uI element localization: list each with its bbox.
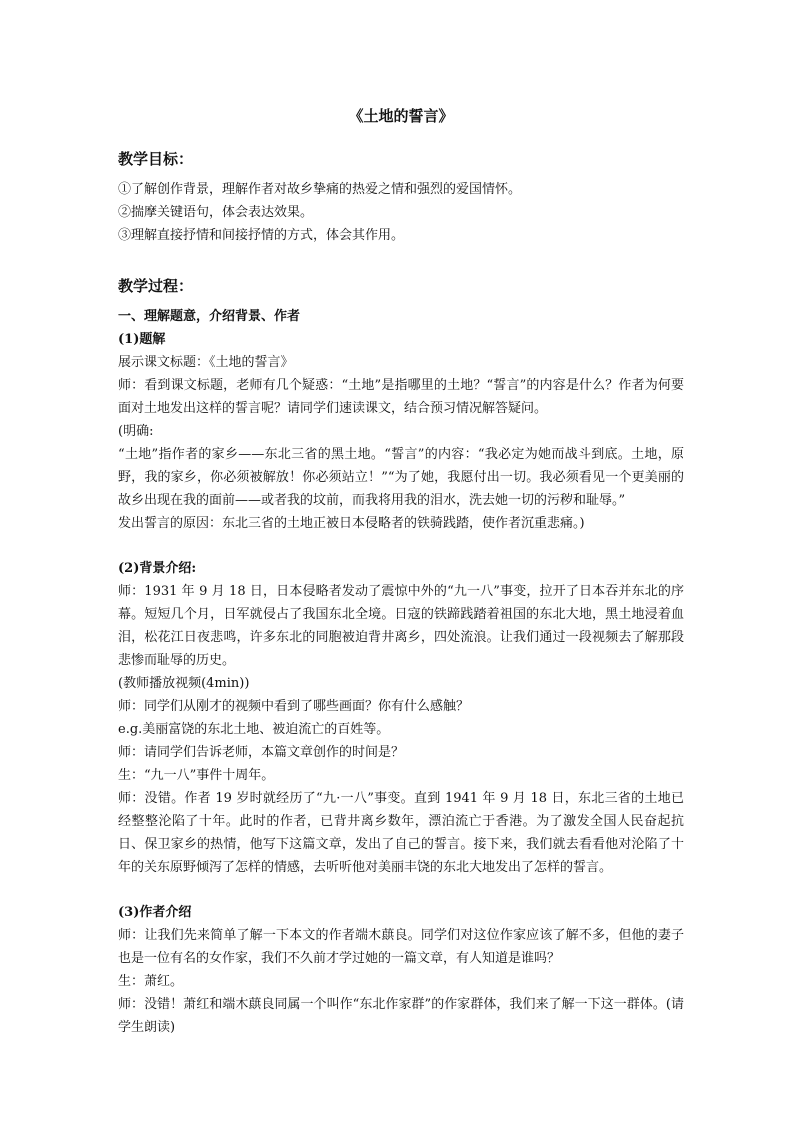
sub2-line: 师：同学们从刚才的视频中看到了哪些画面？你有什么感触？ <box>118 699 470 714</box>
sub2-line: 师：没错。作者 19 岁时就经历了“九·一八”事变。直到 1941 年 9 月 18 日，东北三省的土地已经整整沦陷了十年。此时的作者，已背井离乡数年，漂泊流亡于香港。为了激发全国人民奋起抗日、保卫家乡的热情，他写下这篇文章，发出了自己的誓言。接下来，我们就去看看他对沦陷了十年的关东原野倾泻了怎样的情感，去听听他对美丽丰饶的东北大地发出了怎样的誓言。 <box>118 791 684 875</box>
sub3-line: 师：让我们先来简单了解一下本文的作者端木蕻良。同学们对这位作家应该了解不多，但他的妻子也是一位有名的女作家，我们不久前才学过她的一篇文章，有人知道是谁吗？ <box>118 928 684 966</box>
objective-item: ③理解直接抒情和间接抒情的方式，体会其作用。 <box>118 228 405 243</box>
sub1-line: “土地”指作者的家乡——东北三省的黑土地。“誓言”的内容：“我必定为她而战斗到底。土地，原野，我的家乡，你必须被解放！你必须站立！”“为了她，我愿付出一切。我必须看见一个更美丽的故乡出现在我的面前——或者我的坟前，而我将用我的泪水，洗去她一切的污秽和耻辱。” <box>118 447 684 508</box>
sub1-line: (明确: <box>118 424 154 439</box>
sub1-line: 展示课文标题：《土地的誓言》 <box>118 355 294 370</box>
sub3-line: 师：没错！萧红和端木蕻良同属一个叫作“东北作家群”的作家群体，我们来了解一下这一群体。(请学生朗读) <box>118 997 684 1035</box>
sub1-line: 发出誓言的原因：东北三省的土地正被日本侵略者的铁骑践踏，使作者沉重悲痛。) <box>118 516 585 531</box>
sub3-line: 生：萧红。 <box>118 974 184 989</box>
page-title: 《土地的誓言》 <box>348 107 454 125</box>
sub2-line: 生：“九一八”事件十周年。 <box>118 768 275 783</box>
sub1-line: 师：看到课文标题，老师有几个疑惑：“土地”是指哪里的土地？“誓言”的内容是什么？作者为何要面对土地发出这样的誓言呢？请同学们速读课文，结合预习情况解答疑问。 <box>118 378 684 416</box>
sub2-line: (教师播放视频(4min)) <box>118 676 250 691</box>
objectives-heading: 教学目标： <box>118 150 194 168</box>
objective-item: ①了解创作背景，理解作者对故乡挚痛的热爱之情和强烈的爱国情怀。 <box>118 182 522 197</box>
sub2-heading: (2)背景介绍: <box>118 561 197 576</box>
sub2-line: e.g.美丽富饶的东北土地、被迫流亡的百姓等。 <box>118 722 390 737</box>
sub1-heading: (1)题解 <box>118 332 166 347</box>
sub3-heading: (3)作者介绍 <box>118 905 192 920</box>
sub2-line: 师：1931 年 9 月 18 日，日本侵略者发动了震惊中外的“九一八”事变，拉开了日本吞并东北的序幕。短短几个月，日军就侵占了我国东北全境。日寇的铁蹄践踏着祖国的东北大地，黑土地浸着血泪，松花江日夜悲鸣，许多东北的同胞被迫背井离乡，四处流浪。让我们通过一段视频去了解那段悲惨而耻辱的历史。 <box>118 584 684 668</box>
part1-heading: 一、理解题意，介绍背景、作者 <box>118 309 301 324</box>
objective-item: ②揣摩关键语句，体会表达效果。 <box>118 205 314 220</box>
document-body <box>118 104 684 1039</box>
sub2-line: 师：请同学们告诉老师，本篇文章创作的时间是？ <box>118 745 405 760</box>
process-heading: 教学过程： <box>118 277 194 295</box>
